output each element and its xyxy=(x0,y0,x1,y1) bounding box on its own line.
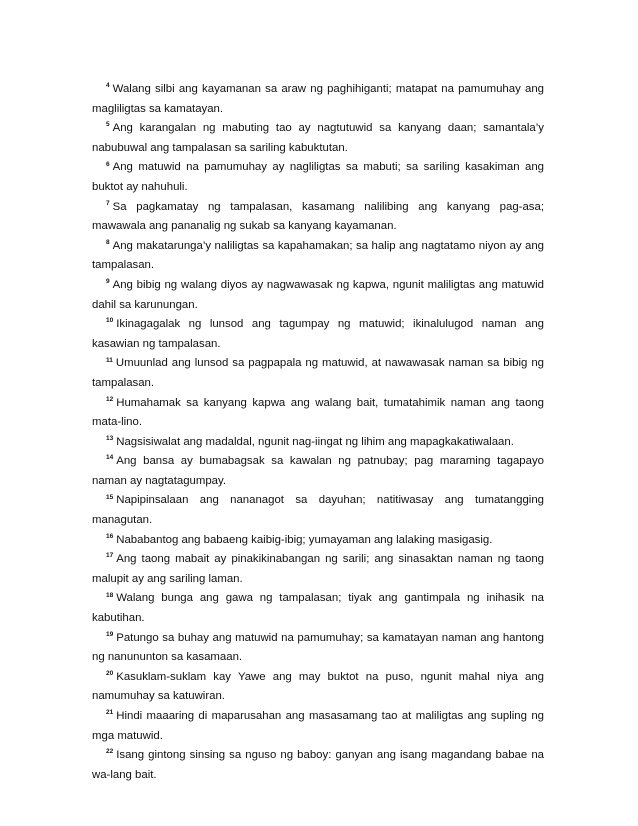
verse-20 xyxy=(92,668,544,707)
verse-number: 22 xyxy=(106,748,114,756)
verse-text: Walang bunga ang gawa ng tampalasan; tiyak ang gantimpala ng inihasik na kabutihan. xyxy=(92,592,544,625)
verse-number: 6 xyxy=(106,160,110,168)
verse-number: 4 xyxy=(106,82,110,90)
verse-16 xyxy=(92,531,544,551)
verse-number: 7 xyxy=(106,199,110,207)
verse-text: Kasuklam-suklam kay Yawe ang may buktot na puso, ngunit mahal niya ang namumuhay sa katuwiran. xyxy=(92,670,544,703)
verse-text: Nagsisiwalat ang madaldal, ngunit nag-iingat ng lihim ang mapagkakatiwalaan. xyxy=(116,435,514,448)
verse-number: 19 xyxy=(106,630,114,638)
verse-12 xyxy=(92,394,544,433)
verse-7 xyxy=(92,198,544,237)
verse-6 xyxy=(92,158,544,197)
verse-number: 14 xyxy=(106,454,114,462)
verse-18 xyxy=(92,589,544,628)
verse-number: 8 xyxy=(106,238,110,246)
verse-text: Ang bansa ay bumabagsak sa kawalan ng patnubay; pag maraming tagapayo naman ay nagtatagumpay. xyxy=(92,455,544,487)
verse-text: Hindi maaaring di maparusahan ang masasamang tao at maliligtas ang supling ng mga matuwid. xyxy=(92,710,544,742)
verse-number: 13 xyxy=(106,434,114,442)
verse-number: 11 xyxy=(106,356,113,364)
verse-10 xyxy=(92,315,544,354)
verse-number: 9 xyxy=(106,278,110,286)
verse-text: Isang gintong sinsing sa nguso ng baboy: ganyan ang isang magandang babae na wa-lang bait. xyxy=(92,749,544,781)
verse-number: 15 xyxy=(106,493,114,501)
verse-4 xyxy=(92,80,544,119)
verse-8 xyxy=(92,237,544,276)
verse-19 xyxy=(92,629,544,668)
verse-14 xyxy=(92,452,544,491)
verse-text: Ang matuwid na pamumuhay ay nagliligtas sa mabuti; sa sariling kasakiman ang buktot ay nahuhuli. xyxy=(92,161,544,193)
verse-5 xyxy=(92,119,544,158)
verse-number: 21 xyxy=(106,709,114,717)
verse-text: Humahamak sa kanyang kapwa ang walang bait, tumatahimik naman ang taong mata-lino. xyxy=(92,396,544,429)
verse-22 xyxy=(92,746,544,785)
verse-list xyxy=(92,80,544,785)
verse-13 xyxy=(92,433,544,453)
verse-15 xyxy=(92,491,544,530)
verse-text: Napipinsalaan ang nananagot sa dayuhan; natitiwasay ang tumatangging managutan. xyxy=(92,494,544,527)
verse-17 xyxy=(92,550,544,589)
verse-number: 16 xyxy=(106,532,114,540)
verse-number: 10 xyxy=(106,317,114,325)
verse-text: Walang silbi ang kayamanan sa araw ng paghihiganti; matapat na pamumuhay ang magliligtas sa kamatayan. xyxy=(92,83,544,115)
verse-text: Ang makatarunga’y naliligtas sa kapahamakan; sa halip ang nagtatamo niyon ay ang tampalasan. xyxy=(92,239,544,272)
verse-number: 20 xyxy=(106,670,114,678)
verse-text: Nababantog ang babaeng kaibig-ibig; yumayaman ang lalaking masigasig. xyxy=(116,533,493,546)
verse-text: Umuunlad ang lunsod sa pagpapala ng matuwid, at nawawasak naman sa bibig ng tampalasan. xyxy=(92,357,544,389)
verse-number: 12 xyxy=(106,395,114,403)
verse-number: 18 xyxy=(106,591,114,599)
verse-number: 5 xyxy=(106,121,110,129)
verse-text: Sa pagkamatay ng tampalasan, kasamang nalilibing ang kanyang pag-asa; mawawala ang pananalig ng sukab sa kanyang kayamanan. xyxy=(92,200,544,233)
verse-text: Ikinagagalak ng lunsod ang tagumpay ng matuwid; ikinalulugod naman ang kasawian ng tampalasan. xyxy=(92,318,544,350)
verse-number: 17 xyxy=(106,552,114,560)
verse-text: Patungo sa buhay ang matuwid na pamumuhay; sa kamatayan naman ang hantong ng nanununton sa kasamaan. xyxy=(92,631,544,664)
verse-11 xyxy=(92,354,544,393)
verse-21 xyxy=(92,707,544,746)
verse-text: Ang karangalan ng mabuting tao ay nagtutuwid sa kanyang daan; samantala’y nabubuwal ang tampalasan sa sariling kabuktutan. xyxy=(92,122,544,154)
verse-text: Ang bibig ng walang diyos ay nagwawasak ng kapwa, ngunit maliligtas ang matuwid dahil sa karunungan. xyxy=(92,278,544,311)
verse-text: Ang taong mabait ay pinakikinabangan ng sarili; ang sinasaktan naman ng taong malupit ay ang sariling laman. xyxy=(92,553,544,585)
verse-9 xyxy=(92,276,544,315)
